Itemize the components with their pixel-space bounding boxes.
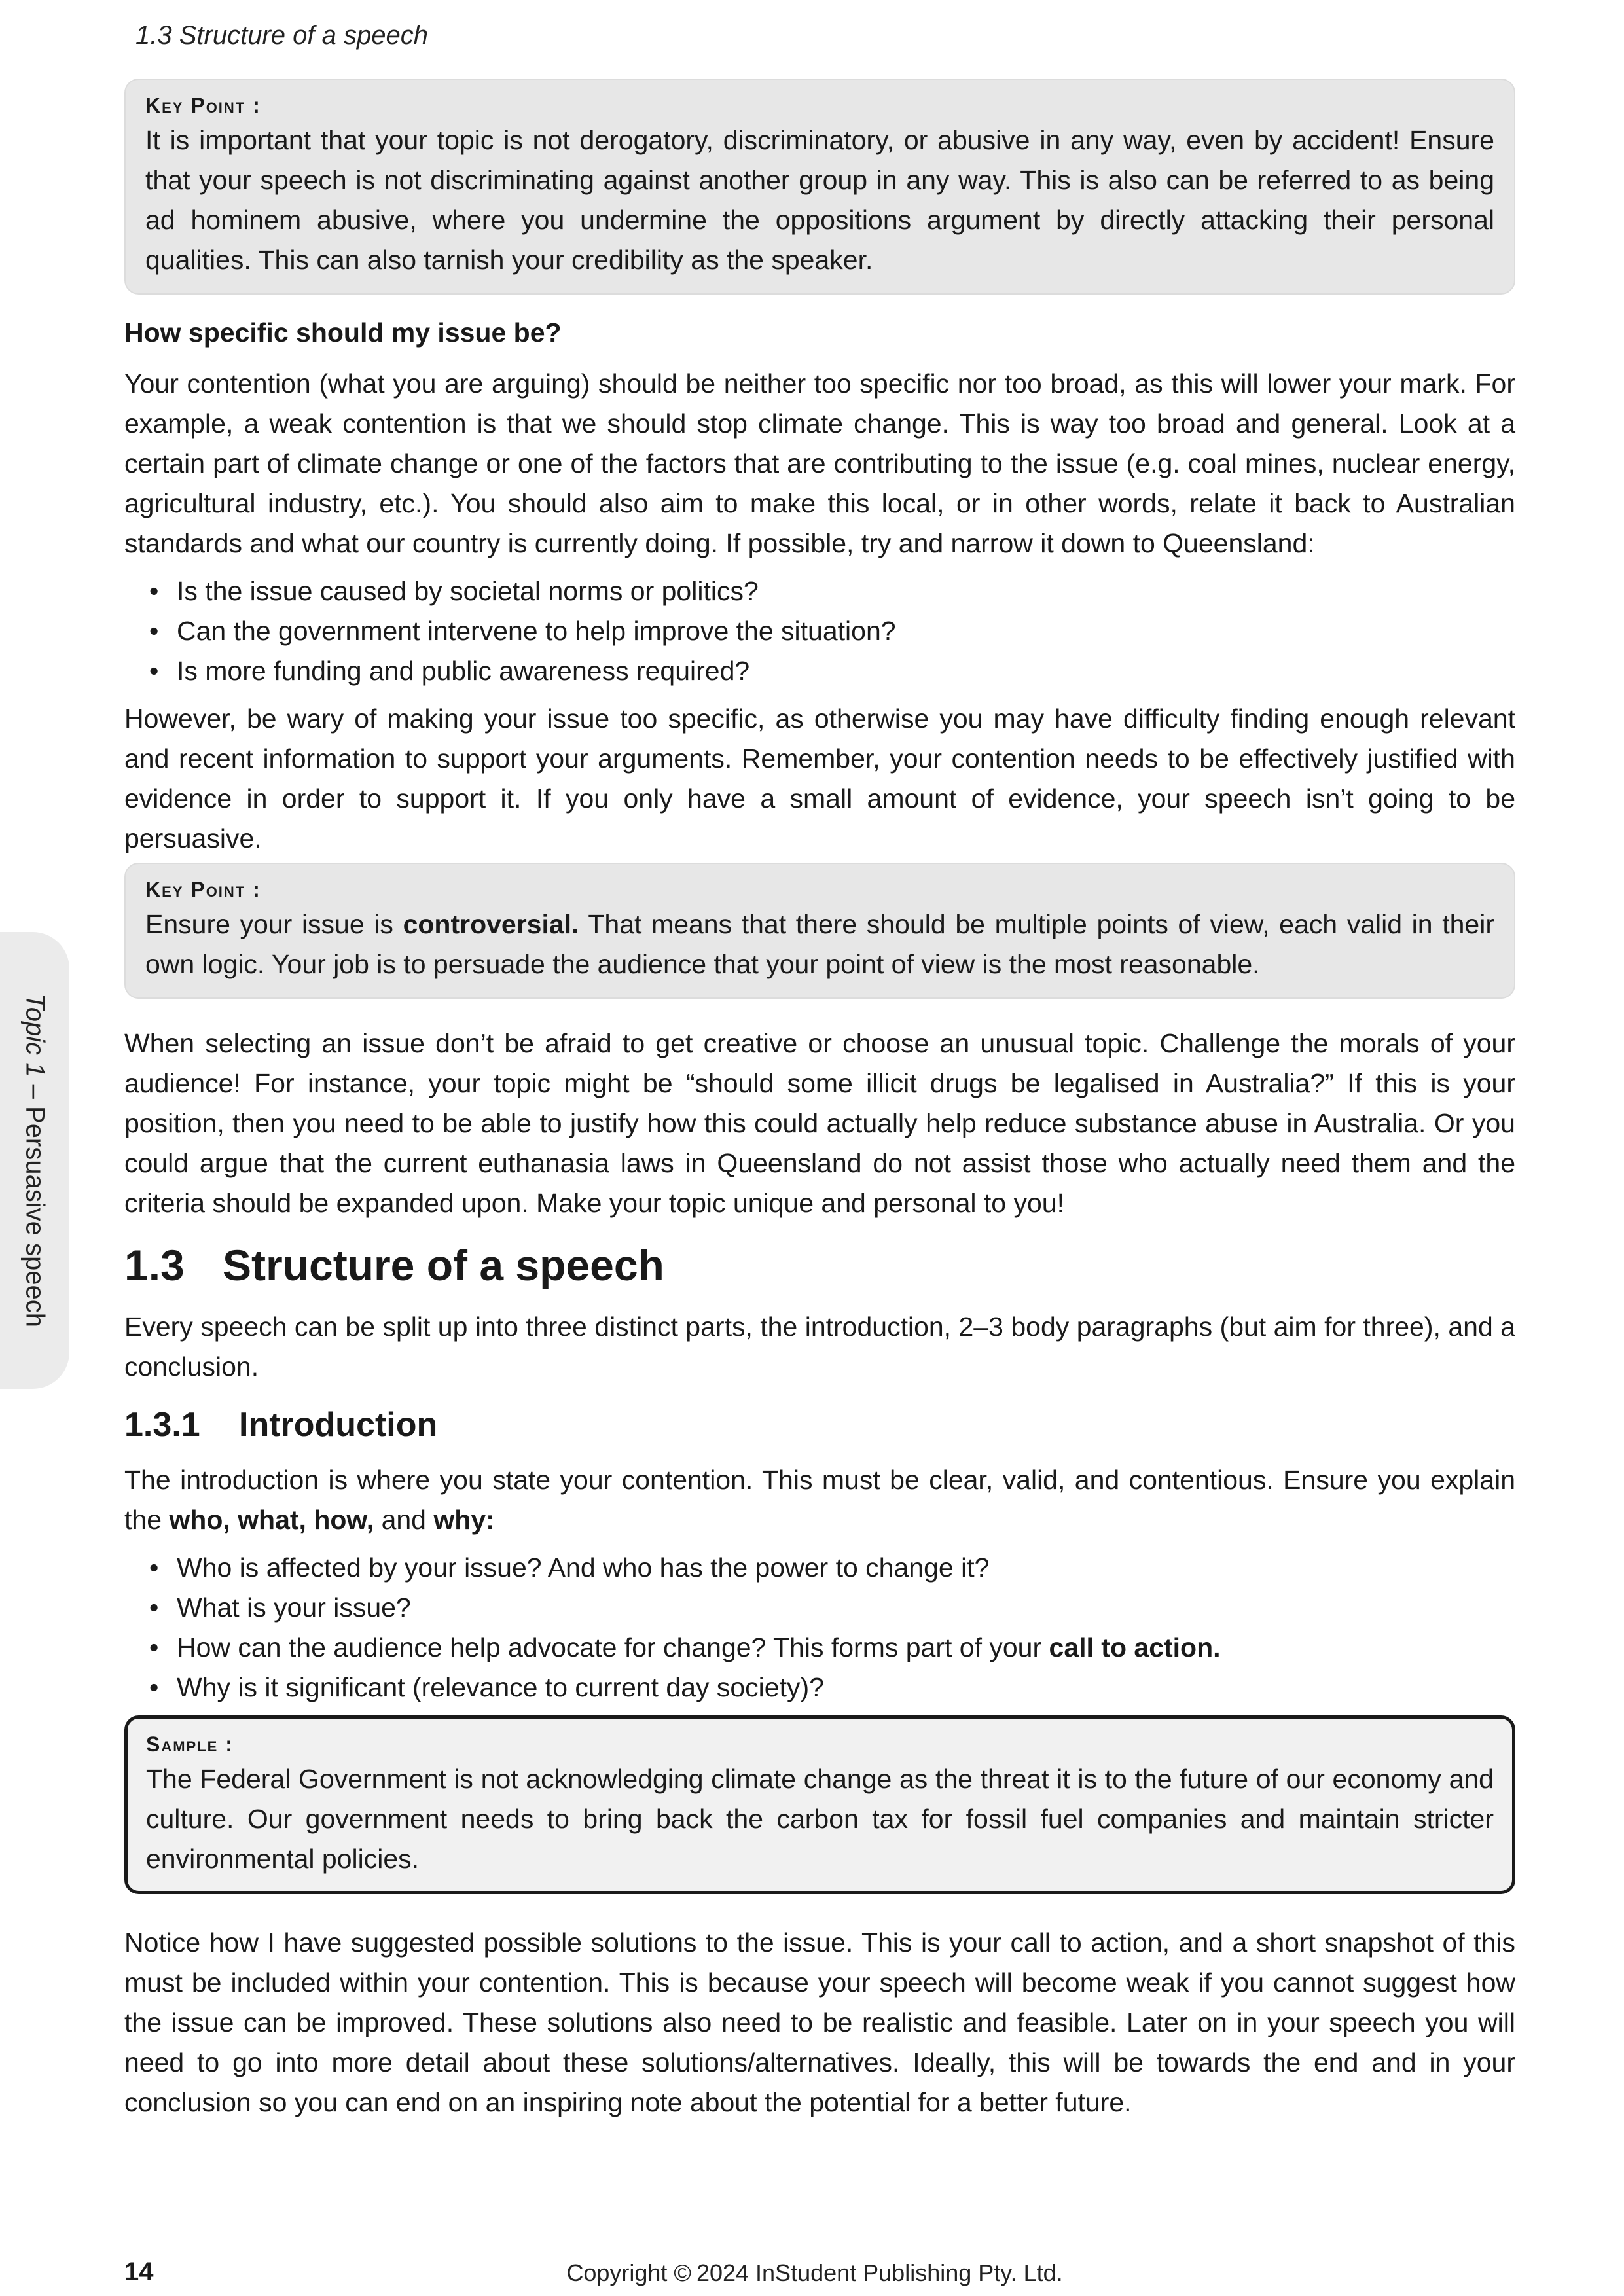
key-point-text-end: That means that there should be multiple points of view, each valid in their own logic. Your job is to persuade the audience that your point of view is the most reasonable.: [145, 909, 1494, 979]
call-to-action-bold: call to action.: [1049, 1632, 1221, 1662]
side-tab: [0, 932, 69, 1389]
side-tab-topic: Topic 1: [20, 994, 50, 1077]
page-number: 14: [124, 2257, 154, 2286]
list-item: • Is the issue caused by societal norms or politics?: [177, 571, 1515, 611]
side-tab-title: Persuasive speech: [20, 1106, 50, 1327]
key-point-label: Key Point :: [145, 878, 261, 901]
intro-text-and: and: [374, 1505, 434, 1535]
copyright-notice: [0, 2259, 1624, 2287]
specific-bullet-list: [124, 571, 1515, 691]
sample-box: [124, 1715, 1515, 1894]
page-content: [124, 79, 1515, 2123]
copyright-symbol: Copyright ©: [566, 2259, 691, 2286]
key-point-text-start: Ensure your issue is: [145, 909, 403, 939]
specific-heading: How specific should my issue be?: [124, 317, 562, 348]
key-point-text: It is important that your topic is not derogatory, discriminatory, or abusive in any way, even by accident! Ensure that your speech is not discriminating against another group in any way. This is also can be referred to as being ad hominem abusive, where you undermine the oppositions argument by directly attacking their personal qualities. This can also tarnish your credibility as the speaker.: [145, 125, 1494, 275]
subsection-number: 1.3.1: [124, 1406, 200, 1444]
key-point-label: Key Point :: [145, 94, 261, 117]
introduction-paragraph: [124, 1460, 1515, 1540]
running-head: 1.3 Structure of a speech: [135, 21, 428, 50]
key-point-box: [124, 79, 1515, 295]
subsection-title: Introduction: [239, 1406, 438, 1444]
copyright-text: 2024 InStudent Publishing Pty. Ltd.: [696, 2259, 1063, 2286]
list-item: • Who is affected by your issue? And who has the power to change it?: [177, 1548, 1515, 1588]
section-heading: [124, 1239, 1515, 1291]
list-item: • Can the government intervene to help improve the situation?: [177, 611, 1515, 651]
list-item-text: How can the audience help advocate for change? This forms part of your: [177, 1632, 1049, 1662]
subsection-heading: [124, 1404, 1515, 1446]
intro-bold-why: why:: [433, 1505, 495, 1535]
key-point-bold: controversial.: [403, 909, 579, 939]
sample-label: Sample :: [146, 1732, 234, 1756]
creative-paragraph: When selecting an issue don’t be afraid to get creative or choose an unusual topic. Challenge the morals of your audience! For instance, your topic might be “should some illicit drugs be legalised in Australia?” If this is your position, then you need to be able to justify how this could actually help reduce substance abuse in Australia. Or you could argue that the current euthanasia laws in Queensland do not assist those who actually need them and the criteria should be expanded upon. Make your topic unique and personal to you!: [124, 1028, 1515, 1218]
closing-paragraph: Notice how I have suggested possible solutions to the issue. This is your call to action, and a short snapshot of this must be included within your contention. This is because your speech will become weak if you cannot suggest how the issue can be improved. These solutions also need to be realistic and feasible. Later on in your speech you will need to go into more detail about these solutions/alternatives. Ideally, this will be towards the end and in your conclusion so you can end on an inspiring note about the potential for a better future.: [124, 1928, 1515, 2117]
intro-text: The introduction is where you state your contention. This must be clear, valid, and contentious. Ensure you explain the: [124, 1465, 1515, 1535]
specific-paragraph: Your contention (what you are arguing) should be neither too specific nor too broad, as this will lower your mark. For example, a weak contention is that we should stop climate change. This is way too broad and general. Look at a certain part of climate change or one of the factors that are contributing to the issue (e.g. coal mines, nuclear energy, agricultural industry, etc.). You should also aim to make this local, or in other words, relate it back to Australian standards and what our country is currently doing. If possible, try and narrow it down to Queensland:: [124, 368, 1515, 558]
introduction-bullet-list: [124, 1548, 1515, 1708]
intro-bold-who-what-how: who, what, how,: [169, 1505, 374, 1535]
sample-text: The Federal Government is not acknowledging climate change as the threat it is to the future of our economy and culture. Our government needs to bring back the carbon tax for fossil fuel companies and maintain stricter environmental policies.: [146, 1764, 1494, 1874]
list-item: • Why is it significant (relevance to current day society)?: [177, 1668, 1515, 1708]
list-item: • What is your issue?: [177, 1588, 1515, 1628]
side-tab-label: [20, 994, 50, 1327]
side-tab-separator: –: [20, 1077, 50, 1107]
list-item: • Is more funding and public awareness required?: [177, 651, 1515, 691]
section-number: 1.3: [124, 1241, 185, 1289]
list-item: [177, 1628, 1515, 1668]
section-title: Structure of a speech: [223, 1241, 664, 1289]
specific-paragraph-2: However, be wary of making your issue too specific, as otherwise you may have difficulty finding enough relevant and recent information to support your arguments. Remember, your contention needs to be effectively justified with evidence in order to support it. If you only have a small amount of evidence, your speech isn’t going to be persuasive.: [124, 704, 1515, 853]
key-point-box-2: [124, 863, 1515, 999]
section-intro: Every speech can be split up into three distinct parts, the introduction, 2–3 body paragraphs (but aim for three), and a conclusion.: [124, 1312, 1515, 1382]
key-point-text: [145, 905, 1494, 984]
